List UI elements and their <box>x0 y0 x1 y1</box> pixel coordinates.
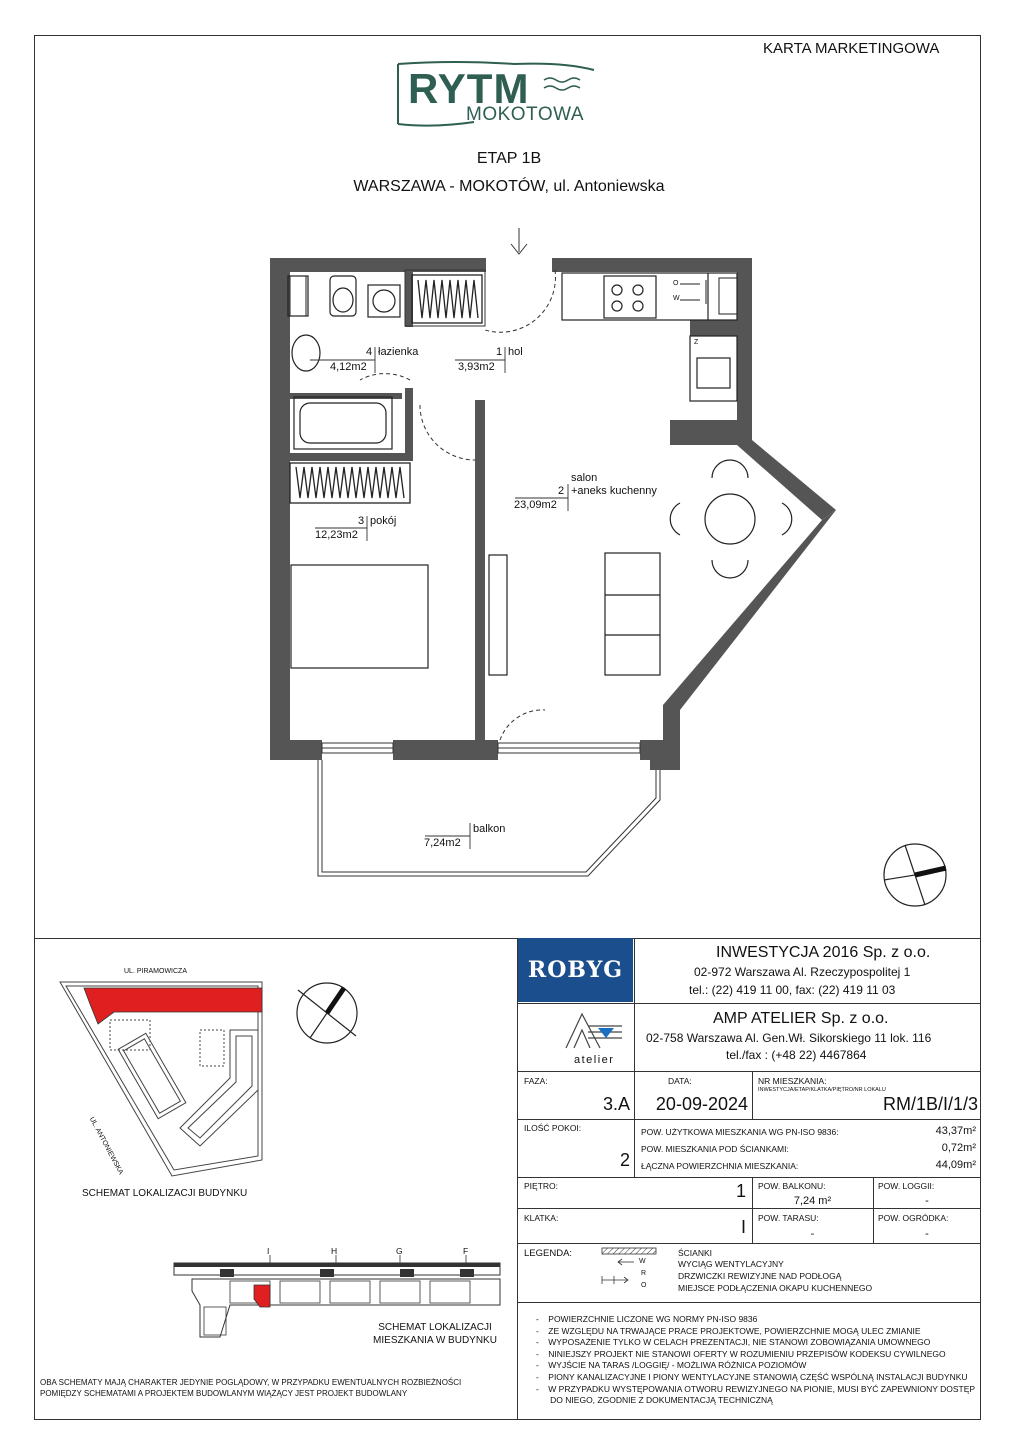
building-caption-2: MIESZKANIA W BUDYNKU <box>373 1335 497 1346</box>
room-2-num: 2 <box>558 485 565 497</box>
area-total-value: 44,09m² <box>935 1159 976 1171</box>
disclaimer-line-1: OBA SCHEMATY MAJĄ CHARAKTER JEDYNIE POGLĄDOWY, W PRZYPADKU EWENTUALNYCH ROZBIEŻNOŚCI <box>40 1378 462 1387</box>
mark-o: O <box>673 280 679 287</box>
location-text: WARSZAWA - MOKOTÓW, ul. Antoniewska <box>353 178 665 195</box>
room-2-name2: +aneks kuchenny <box>571 485 657 497</box>
rooms-label: ILOŚĆ POKOI: <box>524 1123 582 1133</box>
investor-name: INWESTYCJA 2016 Sp. z o.o. <box>716 944 931 961</box>
data-value: 20-09-2024 <box>655 1094 748 1114</box>
area-walls-label: POW. MIESZKANIA POD ŚCIANKAMI: <box>641 1144 789 1154</box>
divider <box>752 1071 753 1119</box>
room-3-area: 12,23m2 <box>315 529 358 541</box>
legend-item: WYCIĄG WENTYLACYJNY <box>678 1259 784 1269</box>
room-2-area: 23,09m2 <box>514 499 557 511</box>
stair-label: KLATKA: <box>524 1213 559 1223</box>
legend-item: ŚCIANKI <box>678 1248 713 1258</box>
note-item: - WYJŚCIE NA TARAS /LOGGIĘ/ - MOŻLIWA RÓŻNICA POZIOMÓW <box>536 1360 807 1371</box>
floor-label: PIĘTRO: <box>524 1181 559 1191</box>
divider <box>34 938 981 939</box>
divider <box>634 1119 635 1177</box>
room-4-num: 4 <box>366 346 373 358</box>
legend-title: LEGENDA: <box>524 1248 573 1259</box>
balcony-area: 7,24m2 <box>424 837 461 849</box>
divider <box>634 938 635 1071</box>
card-title: KARTA MARKETINGOWA <box>763 40 940 57</box>
room-1-name: hol <box>508 346 523 358</box>
divider <box>517 1208 981 1209</box>
room-2-name: salon <box>571 472 598 484</box>
divider <box>517 938 518 1420</box>
garden-label: POW. OGRÓDKA: <box>878 1213 949 1223</box>
faza-label: FAZA: <box>524 1076 548 1086</box>
divider <box>517 1119 981 1120</box>
logo-main-text: RYTM <box>408 65 530 112</box>
architect-phone: tel./fax : (+48 22) 4467864 <box>726 1048 867 1062</box>
stair-label-i: I <box>267 1246 270 1256</box>
site-caption: SCHEMAT LOKALIZACJI BUDYNKU <box>82 1188 248 1199</box>
site-schematic <box>40 960 370 1190</box>
street-piramowicza: UL. PIRAMOWICZA <box>124 968 188 975</box>
robyg-logo: ROBYG <box>518 938 633 1002</box>
room-1-area: 3,93m2 <box>458 361 495 373</box>
area-usable-label: POW. UŻYTKOWA MIESZKANIA WG PN-ISO 9836: <box>641 1127 839 1137</box>
note-item: - ZE WZGLĘDU NA TRWAJĄCE PRACE PROJEKTOWE, POWIERZCHNIE MOGĄ ULEC ZMIANIE <box>536 1325 921 1336</box>
atelier-logo-text: atelier <box>574 1054 615 1066</box>
balcony-name: balkon <box>473 823 506 835</box>
architect-address: 02-758 Warszawa Al. Gen.Wł. Sikorskiego 11 lok. 116 <box>646 1031 932 1045</box>
garden-value: - <box>925 1228 929 1240</box>
note-item: DO NIEGO, ZGODNIE Z DOKUMENTACJĄ TECHNICZNĄ <box>550 1395 773 1406</box>
faza-value: 3.A <box>602 1094 630 1114</box>
divider <box>517 1177 981 1178</box>
loggia-label: POW. LOGGII: <box>878 1181 935 1191</box>
atelier-logo <box>560 1008 626 1056</box>
terrace-label: POW. TARASU: <box>758 1213 819 1223</box>
area-usable-value: 43,37m² <box>935 1125 976 1137</box>
stair-label-g: G <box>396 1246 403 1256</box>
balcony-label: POW. BALKONU: <box>758 1181 826 1191</box>
disclaimer-line-2: POMIĘDZY SCHEMATAMI A PROJEKTEM BUDOWLANYM WIĄŻĄCY JEST PROJEKT BUDOWLANY <box>40 1389 408 1398</box>
nr-label: NR MIESZKANIA: <box>758 1076 827 1086</box>
stair-value: I <box>740 1217 746 1237</box>
divider <box>517 1302 981 1303</box>
floor-value: 1 <box>735 1181 746 1201</box>
logo-sub-text: MOKOTOWA <box>466 104 584 125</box>
street-antoniewska: UL. ANTONIEWSKA <box>87 1116 125 1176</box>
loggia-value: - <box>925 1195 929 1207</box>
architect-name: AMP ATELIER Sp. z o.o. <box>713 1010 889 1027</box>
divider <box>517 1071 981 1072</box>
building-caption-1: SCHEMAT LOKALIZACJI <box>378 1322 492 1333</box>
room-4-area: 4,12m2 <box>330 361 367 373</box>
investor-phone: tel.: (22) 419 11 00, fax: (22) 419 11 03 <box>689 983 896 997</box>
area-walls-value: 0,72m² <box>941 1142 976 1154</box>
legend-item: DRZWICZKI REWIZYJNE NAD PODŁOGĄ <box>678 1271 842 1281</box>
note-item: - WYPOSAŻENIE TYLKO W CELACH PREZENTACJI, NIE STANOWI ZOBOWIĄZANIA UMOWNEGO <box>536 1337 931 1348</box>
legend-item: MIEJSCE PODŁĄCZENIA OKAPU KUCHENNEGO <box>678 1283 873 1293</box>
note-item: - W PRZYPADKU WYSTĘPOWANIA OTWORU REWIZYJNEGO NA PIONIE, MUSI BYĆ ZAPEWNIONY DOSTĘP <box>536 1383 976 1394</box>
room-4-name: łazienka <box>378 346 419 358</box>
nr-sublabel: INWESTYCJA/ETAP/KLATKA/PIĘTRO/NR LOKALU <box>758 1087 886 1093</box>
note-item: - POWIERZCHNIE LICZONE WG NORMY PN-ISO 9836 <box>536 1314 758 1324</box>
data-label: DATA: <box>668 1076 692 1086</box>
rooms-value: 2 <box>619 1150 630 1170</box>
balcony-value: 7,24 m² <box>793 1195 832 1207</box>
note-item: - PIONY KANALIZACYJNE I PIONY WENTYLACYJNE STANOWIĄ CZĘŚĆ WSPÓLNĄ INSTALACJI BUDYNKU <box>536 1371 968 1382</box>
legend-symbols <box>598 1246 678 1292</box>
stage-text: ETAP 1B <box>476 150 542 167</box>
divider <box>517 1243 981 1244</box>
legend-mark-r: R <box>641 1270 647 1277</box>
mark-z: Z <box>694 339 699 346</box>
room-1-num: 1 <box>496 346 503 358</box>
stair-label-f: F <box>463 1246 469 1256</box>
legend-mark-o: O <box>641 1282 647 1289</box>
mark-w: W <box>673 295 680 302</box>
divider <box>517 1003 981 1004</box>
stair-label-h: H <box>331 1246 338 1256</box>
investor-address: 02-972 Warszawa Al. Rzeczypospolitej 1 <box>694 965 911 979</box>
note-item: - NINIEJSZY PROJEKT NIE STANOWI OFERTY W ROZUMIENIU PRZEPISÓW KODEKSU CYWILNEGO <box>536 1348 946 1359</box>
nr-value: RM/1B/I/1/3 <box>882 1094 978 1114</box>
area-total-label: ŁĄCZNA POWIERZCHNIA MIESZKANIA: <box>641 1161 799 1171</box>
room-3-num: 3 <box>358 515 365 527</box>
legend-mark-w: W <box>639 1258 646 1265</box>
notes-list <box>536 1314 975 1407</box>
terrace-value: - <box>810 1228 815 1240</box>
room-3-name: pokój <box>370 515 397 527</box>
